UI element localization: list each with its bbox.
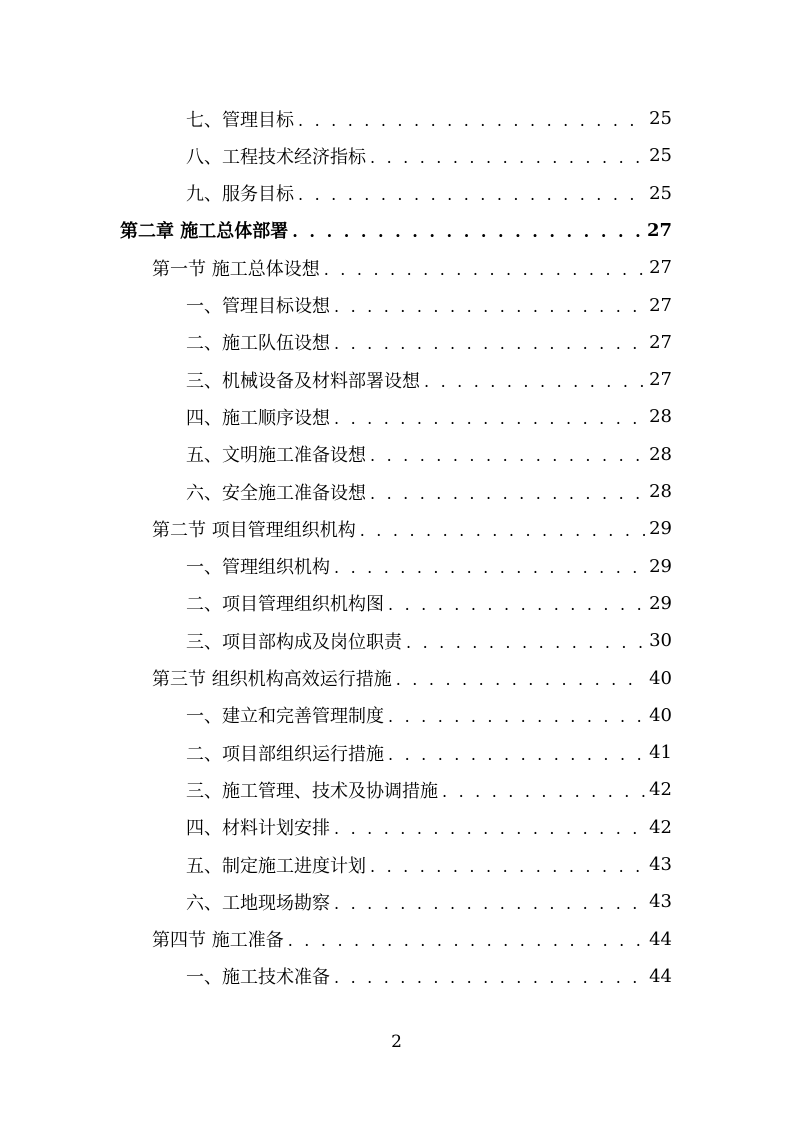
toc-entry-page: 42 bbox=[649, 816, 672, 838]
toc-leader-dots bbox=[370, 859, 645, 875]
toc-entry-page: 25 bbox=[649, 108, 672, 129]
toc-entry-page: 28 bbox=[649, 443, 672, 465]
toc-entry-item[interactable] bbox=[186, 324, 672, 361]
toc-entry-title: 第二章 施工总体部署 bbox=[120, 221, 289, 243]
toc-entry-page: 28 bbox=[649, 406, 672, 428]
toc-leader-dots bbox=[334, 821, 645, 837]
toc-entry-title: 一、管理目标设想 bbox=[186, 296, 330, 317]
toc-entry-title: 二、项目部组织运行措施 bbox=[186, 743, 384, 765]
toc-entry-section[interactable] bbox=[152, 660, 672, 697]
toc-entry-page: 28 bbox=[649, 481, 672, 502]
toc-entry-item[interactable] bbox=[186, 734, 672, 771]
toc-leader-dots bbox=[288, 933, 645, 949]
toc-entry-title: 六、安全施工准备设想 bbox=[186, 482, 366, 504]
toc-entry-title: 第二节 项目管理组织机构 bbox=[152, 519, 356, 541]
toc-entry-item[interactable] bbox=[186, 883, 672, 920]
toc-leader-dots bbox=[334, 336, 645, 352]
toc-entry-title: 三、机械设备及材料部署设想 bbox=[186, 370, 420, 392]
toc-entry-title: 五、文明施工准备设想 bbox=[186, 445, 366, 467]
toc-entry-title: 四、材料计划安排 bbox=[186, 818, 330, 840]
toc-entry-title: 三、施工管理、技术及协调措施 bbox=[186, 780, 438, 802]
toc-entry-page: 27 bbox=[646, 219, 672, 241]
toc-entry-item[interactable] bbox=[186, 287, 672, 324]
toc-entry-title: 第一节 施工总体设想 bbox=[152, 258, 320, 280]
toc-leader-dots bbox=[370, 486, 645, 502]
toc-entry-item[interactable] bbox=[186, 809, 672, 846]
toc-entry-item[interactable] bbox=[186, 958, 672, 995]
toc-entry-title: 九、服务目标 bbox=[186, 184, 294, 206]
toc-entry-section[interactable] bbox=[152, 510, 672, 547]
toc-entry-page: 29 bbox=[649, 518, 672, 540]
toc-entry-title: 一、建立和完善管理制度 bbox=[186, 706, 384, 728]
toc-entry-page: 27 bbox=[649, 331, 672, 353]
toc-entry-page: 29 bbox=[649, 592, 672, 614]
toc-entry-page: 42 bbox=[649, 779, 672, 801]
toc-entry-item[interactable] bbox=[186, 622, 672, 659]
toc-entry-page: 30 bbox=[649, 630, 672, 652]
toc-entry-page: 40 bbox=[649, 704, 672, 726]
toc-entry-item[interactable] bbox=[186, 585, 672, 622]
toc-leader-dots bbox=[388, 597, 645, 613]
toc-entry-page: 27 bbox=[649, 294, 672, 316]
toc-leader-dots bbox=[334, 896, 645, 912]
toc-entry-page: 25 bbox=[649, 145, 672, 167]
toc-entry-title: 八、工程技术经济指标 bbox=[186, 146, 366, 168]
toc-entry-page: 44 bbox=[649, 928, 672, 950]
toc-entry-title: 四、施工顺序设想 bbox=[186, 407, 330, 429]
toc-entry-page: 40 bbox=[649, 667, 672, 689]
toc-entry-title: 二、项目管理组织机构图 bbox=[186, 594, 384, 616]
toc-entry-page: 44 bbox=[649, 965, 672, 987]
toc-leader-dots bbox=[324, 262, 645, 278]
toc-entry-title: 第四节 施工准备 bbox=[152, 930, 284, 952]
toc-entry-title: 二、施工队伍设想 bbox=[186, 333, 330, 355]
toc-entry-page: 25 bbox=[649, 182, 672, 204]
toc-leader-dots bbox=[334, 970, 645, 986]
toc-entry-title: 七、管理目标 bbox=[186, 109, 294, 131]
toc-leader-dots bbox=[334, 299, 645, 315]
toc-entry-section[interactable] bbox=[152, 921, 672, 958]
toc-entry-title: 三、项目部构成及岗位职责 bbox=[186, 631, 402, 653]
toc-entry-page: 27 bbox=[649, 257, 672, 279]
toc-leader-dots bbox=[406, 635, 645, 651]
toc-entry-item[interactable] bbox=[186, 398, 672, 435]
toc-entry-item[interactable] bbox=[186, 473, 672, 510]
toc-entry-title: 五、制定施工进度计划 bbox=[186, 855, 366, 877]
toc-leader-dots bbox=[396, 672, 645, 688]
toc-entry-item[interactable] bbox=[186, 175, 672, 212]
toc-entry-page: 29 bbox=[649, 555, 672, 577]
toc-leader-dots bbox=[298, 187, 645, 203]
toc-entry-page: 43 bbox=[649, 891, 672, 913]
toc-leader-dots bbox=[360, 523, 645, 539]
toc-entry-page: 43 bbox=[649, 854, 672, 875]
toc-entry-title: 一、施工技术准备 bbox=[186, 967, 330, 989]
toc-leader-dots bbox=[334, 411, 645, 427]
toc-entry-page: 27 bbox=[649, 369, 672, 391]
toc-entry-item[interactable] bbox=[186, 697, 672, 734]
toc-entry-item[interactable] bbox=[186, 436, 672, 473]
toc-leader-dots bbox=[292, 224, 643, 240]
toc-entry-page: 41 bbox=[649, 742, 672, 764]
toc-leader-dots bbox=[370, 448, 645, 464]
toc-leader-dots bbox=[334, 560, 645, 576]
toc-entry-item[interactable] bbox=[186, 771, 672, 808]
toc-entry-title: 第三节 组织机构高效运行措施 bbox=[152, 669, 392, 690]
toc-leader-dots bbox=[388, 709, 645, 725]
toc-entry-section[interactable] bbox=[152, 249, 672, 286]
toc-entry-item[interactable] bbox=[186, 846, 672, 883]
toc-leader-dots bbox=[298, 113, 645, 129]
toc-entry-item[interactable] bbox=[186, 361, 672, 398]
toc-entry-item[interactable] bbox=[186, 100, 672, 137]
toc-leader-dots bbox=[370, 150, 645, 166]
toc-entry-title: 六、工地现场勘察 bbox=[186, 892, 330, 914]
toc-leader-dots bbox=[388, 747, 645, 763]
toc-entry-item[interactable] bbox=[186, 548, 672, 585]
page-number: 2 bbox=[391, 1032, 402, 1052]
toc-entry-title: 一、管理组织机构 bbox=[186, 557, 330, 579]
toc-entry-chapter[interactable] bbox=[120, 212, 672, 249]
toc-leader-dots bbox=[424, 374, 645, 390]
toc-entry-item[interactable] bbox=[186, 137, 672, 174]
toc-leader-dots bbox=[442, 784, 645, 800]
